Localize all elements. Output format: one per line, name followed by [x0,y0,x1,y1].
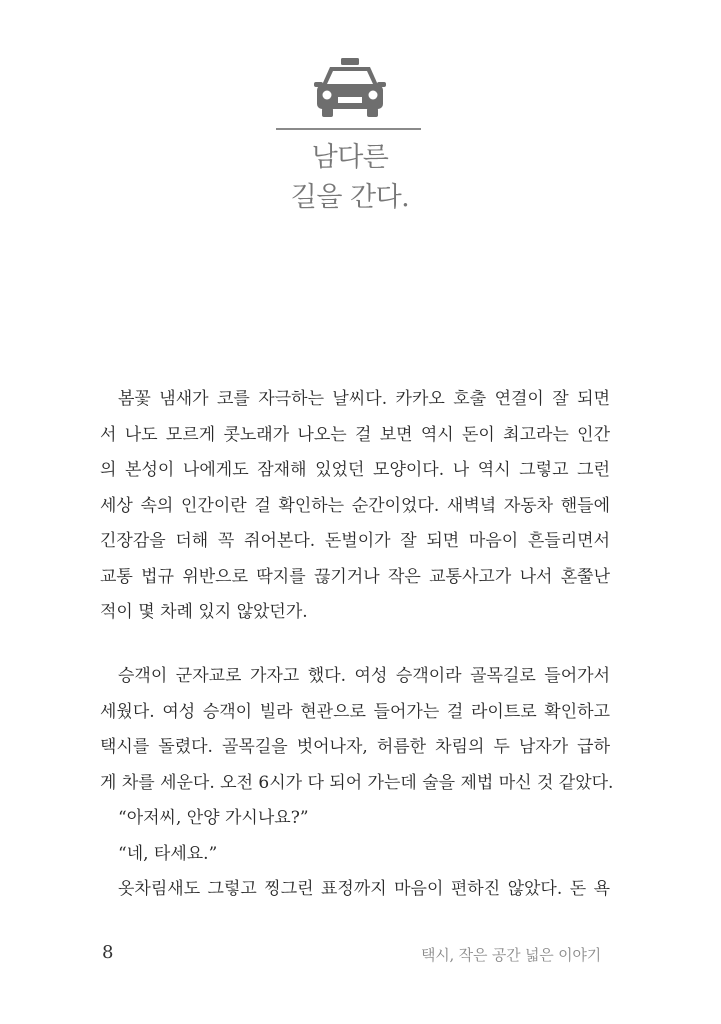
running-title: 택시, 작은 공간 넓은 이야기 [420,946,601,964]
dialogue-line: “네, 타세요.” [118,843,218,864]
paragraph-line: 긴장감을 더해 꼭 쥐어본다. 돈벌이가 잘 되면 마음이 흔들리면서 [100,531,610,551]
paragraph-line: 옷차림새도 그렇고 찡그린 표정까지 마음이 편하진 않았다. 돈 욕 [118,879,610,899]
paragraph-line: 봄꽃 냄새가 코를 자극하는 날씨다. 카카오 호출 연결이 잘 되면 [118,389,610,409]
paragraph-line: 택시를 돌렸다. 골목길을 벗어나자, 허름한 차림의 두 남자가 급하 [100,737,610,757]
paragraph-2 [100,659,614,908]
chapter-title-line-1: 남다른 [311,142,389,173]
paragraph-1 [100,382,610,631]
title-divider [276,128,421,130]
taxi-icon [313,57,387,119]
paragraph-line: 적이 몇 차례 있지 않았던가. [100,602,308,622]
paragraph-line: 세웠다. 여성 승객이 빌라 현관으로 들어가는 걸 라이트로 확인하고 [100,701,610,722]
page-number: 8 [102,942,114,963]
chapter-title-line-2: 길을 간다. [290,182,410,213]
paragraph-line: 승객이 군자교로 가자고 했다. 여성 승객이라 골목길로 들어가서 [118,666,610,686]
paragraph-line: 게 차를 세운다. 오전 6시가 다 되어 가는데 술을 제법 마신 것 같았다. [100,772,614,793]
paragraph-line: 의 본성이 나에게도 잠재해 있었던 모양이다. 나 역시 그렇고 그런 [100,460,610,480]
dialogue-line: “아저씨, 안양 가시나요?” [118,808,309,828]
paragraph-line: 서 나도 모르게 콧노래가 나오는 걸 보면 역시 돈이 최고라는 인간 [100,424,610,445]
paragraph-line: 세상 속의 인간이란 걸 확인하는 순간이었다. 새벽녘 자동차 핸들에 [100,495,610,516]
chapter-title [200,138,500,218]
paragraph-line: 교통 법규 위반으로 딱지를 끊기거나 작은 교통사고가 나서 혼쭐난 [100,566,610,587]
